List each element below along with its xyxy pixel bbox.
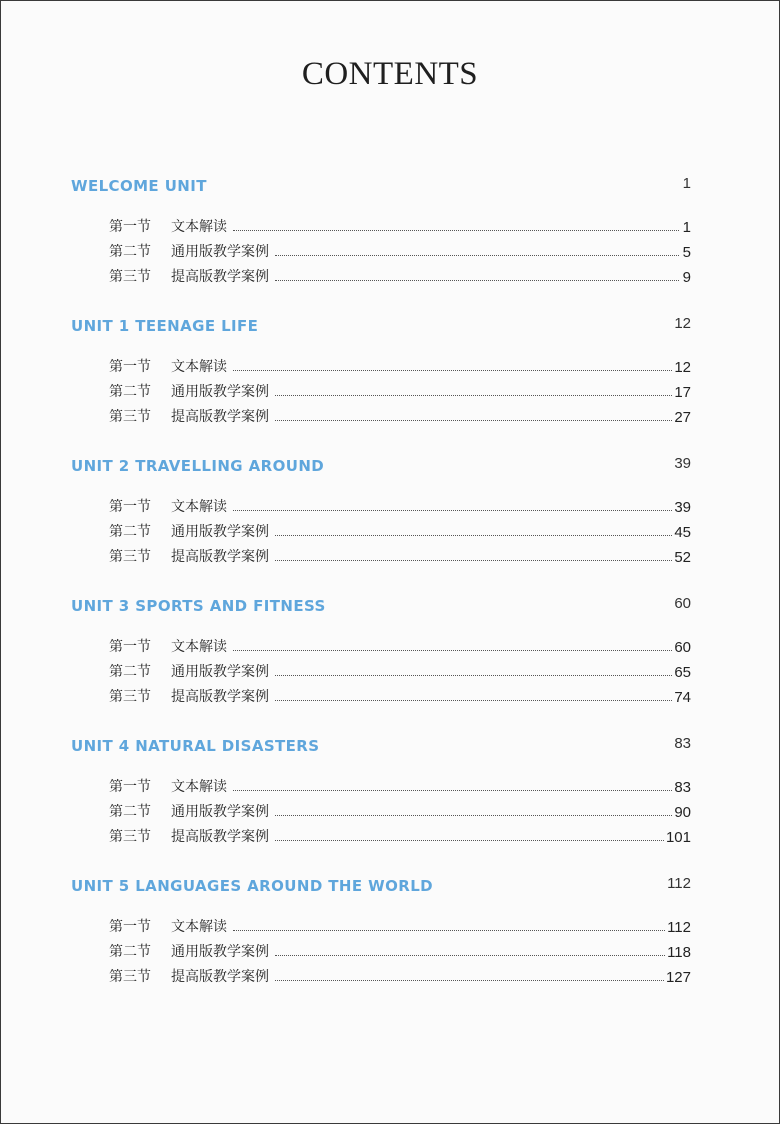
toc-unit: [71, 733, 691, 873]
unit-page-number: 60: [674, 595, 691, 612]
section-number: 第三节: [109, 969, 151, 985]
unit-title[interactable]: UNIT 5 LANGUAGES AROUND THE WORLD: [71, 877, 434, 895]
table-of-contents: [71, 173, 691, 1013]
section-page-number: 101: [665, 829, 691, 846]
section-title: 通用版教学案例: [171, 384, 269, 400]
dot-leader: [233, 786, 672, 791]
section-number: 第一节: [109, 919, 151, 935]
unit-page-number: 12: [674, 315, 691, 332]
section-number: 第二节: [109, 944, 151, 960]
section-number: 第一节: [109, 779, 151, 795]
toc-unit: [71, 453, 691, 593]
section-title: 提高版教学案例: [171, 409, 269, 425]
page-title: CONTENTS: [301, 56, 479, 92]
unit-page-number: 39: [674, 455, 691, 472]
toc-unit: [71, 173, 691, 313]
toc-entry[interactable]: [71, 821, 691, 846]
section-title: 文本解读: [171, 219, 227, 235]
section-number: 第一节: [109, 499, 151, 515]
toc-entry[interactable]: [71, 631, 691, 656]
section-page-number: 45: [674, 524, 691, 541]
dot-leader: [233, 226, 679, 231]
unit-title[interactable]: UNIT 1 TEENAGE LIFE: [71, 317, 259, 335]
unit-heading-row[interactable]: [71, 873, 691, 899]
section-number: 第三节: [109, 829, 151, 845]
section-title: 文本解读: [171, 919, 227, 935]
dot-leader: [275, 836, 664, 841]
section-title: 提高版教学案例: [171, 269, 269, 285]
toc-entry[interactable]: [71, 401, 691, 426]
dot-leader: [275, 976, 664, 981]
section-page-number: 112: [667, 919, 691, 936]
unit-title[interactable]: UNIT 4 NATURAL DISASTERS: [71, 737, 320, 755]
section-number: 第三节: [109, 549, 151, 565]
section-number: 第一节: [109, 639, 151, 655]
section-number: 第二节: [109, 384, 151, 400]
section-title: 提高版教学案例: [171, 969, 269, 985]
section-page-number: 65: [674, 664, 691, 681]
section-number: 第一节: [109, 219, 151, 235]
section-page-number: 39: [674, 499, 691, 516]
section-page-number: 74: [674, 689, 691, 706]
section-number: 第二节: [109, 804, 151, 820]
unit-page-number: 1: [682, 175, 691, 192]
dot-leader: [275, 556, 672, 561]
section-page-number: 127: [665, 969, 691, 986]
dot-leader: [233, 366, 672, 371]
toc-entry[interactable]: [71, 491, 691, 516]
toc-entry[interactable]: [71, 771, 691, 796]
section-title: 文本解读: [171, 779, 227, 795]
section-number: 第二节: [109, 524, 151, 540]
section-page-number: 12: [674, 359, 691, 376]
section-number: 第三节: [109, 269, 151, 285]
section-title: 文本解读: [171, 359, 227, 375]
dot-leader: [233, 646, 672, 651]
section-page-number: 60: [674, 639, 691, 656]
section-page-number: 9: [682, 269, 691, 286]
toc-entry[interactable]: [71, 681, 691, 706]
toc-entry[interactable]: [71, 936, 691, 961]
toc-entry[interactable]: [71, 911, 691, 936]
section-page-number: 17: [674, 384, 691, 401]
dot-leader: [275, 416, 672, 421]
section-title: 提高版教学案例: [171, 829, 269, 845]
section-title: 通用版教学案例: [171, 664, 269, 680]
section-page-number: 52: [674, 549, 691, 566]
dot-leader: [275, 951, 665, 956]
section-page-number: 90: [674, 804, 691, 821]
toc-entry[interactable]: [71, 541, 691, 566]
unit-heading-row[interactable]: [71, 173, 691, 199]
section-title: 通用版教学案例: [171, 244, 269, 260]
unit-page-number: 83: [674, 735, 691, 752]
dot-leader: [233, 506, 672, 511]
unit-title[interactable]: UNIT 3 SPORTS AND FITNESS: [71, 597, 326, 615]
section-page-number: 83: [674, 779, 691, 796]
toc-entry[interactable]: [71, 261, 691, 286]
toc-entry[interactable]: [71, 351, 691, 376]
section-title: 提高版教学案例: [171, 689, 269, 705]
section-title: 文本解读: [171, 639, 227, 655]
dot-leader: [275, 251, 679, 256]
unit-page-number: 112: [667, 875, 691, 892]
section-title: 通用版教学案例: [171, 524, 269, 540]
unit-heading-row[interactable]: [71, 733, 691, 759]
unit-heading-row[interactable]: [71, 313, 691, 339]
section-number: 第三节: [109, 409, 151, 425]
section-number: 第二节: [109, 244, 151, 260]
dot-leader: [275, 671, 672, 676]
dot-leader: [233, 926, 665, 931]
section-number: 第二节: [109, 664, 151, 680]
section-page-number: 27: [674, 409, 691, 426]
dot-leader: [275, 391, 672, 396]
toc-unit: [71, 313, 691, 453]
toc-entry[interactable]: [71, 516, 691, 541]
section-title: 通用版教学案例: [171, 804, 269, 820]
section-page-number: 118: [667, 944, 691, 961]
dot-leader: [275, 531, 672, 536]
section-number: 第一节: [109, 359, 151, 375]
unit-title[interactable]: UNIT 2 TRAVELLING AROUND: [71, 457, 325, 475]
section-number: 第三节: [109, 689, 151, 705]
toc-unit: [71, 873, 691, 1013]
section-title: 文本解读: [171, 499, 227, 515]
toc-unit: [71, 593, 691, 733]
unit-heading-row[interactable]: [71, 453, 691, 479]
toc-entry[interactable]: [71, 796, 691, 821]
toc-entry[interactable]: [71, 656, 691, 681]
dot-leader: [275, 276, 679, 281]
toc-entry[interactable]: [71, 376, 691, 401]
toc-entry[interactable]: [71, 211, 691, 236]
section-page-number: 1: [682, 219, 691, 236]
section-title: 提高版教学案例: [171, 549, 269, 565]
section-title: 通用版教学案例: [171, 944, 269, 960]
toc-entry[interactable]: [71, 236, 691, 261]
dot-leader: [275, 811, 672, 816]
section-page-number: 5: [682, 244, 691, 261]
toc-entry[interactable]: [71, 961, 691, 986]
unit-title[interactable]: WELCOME UNIT: [71, 177, 207, 195]
dot-leader: [275, 696, 672, 701]
unit-heading-row[interactable]: [71, 593, 691, 619]
